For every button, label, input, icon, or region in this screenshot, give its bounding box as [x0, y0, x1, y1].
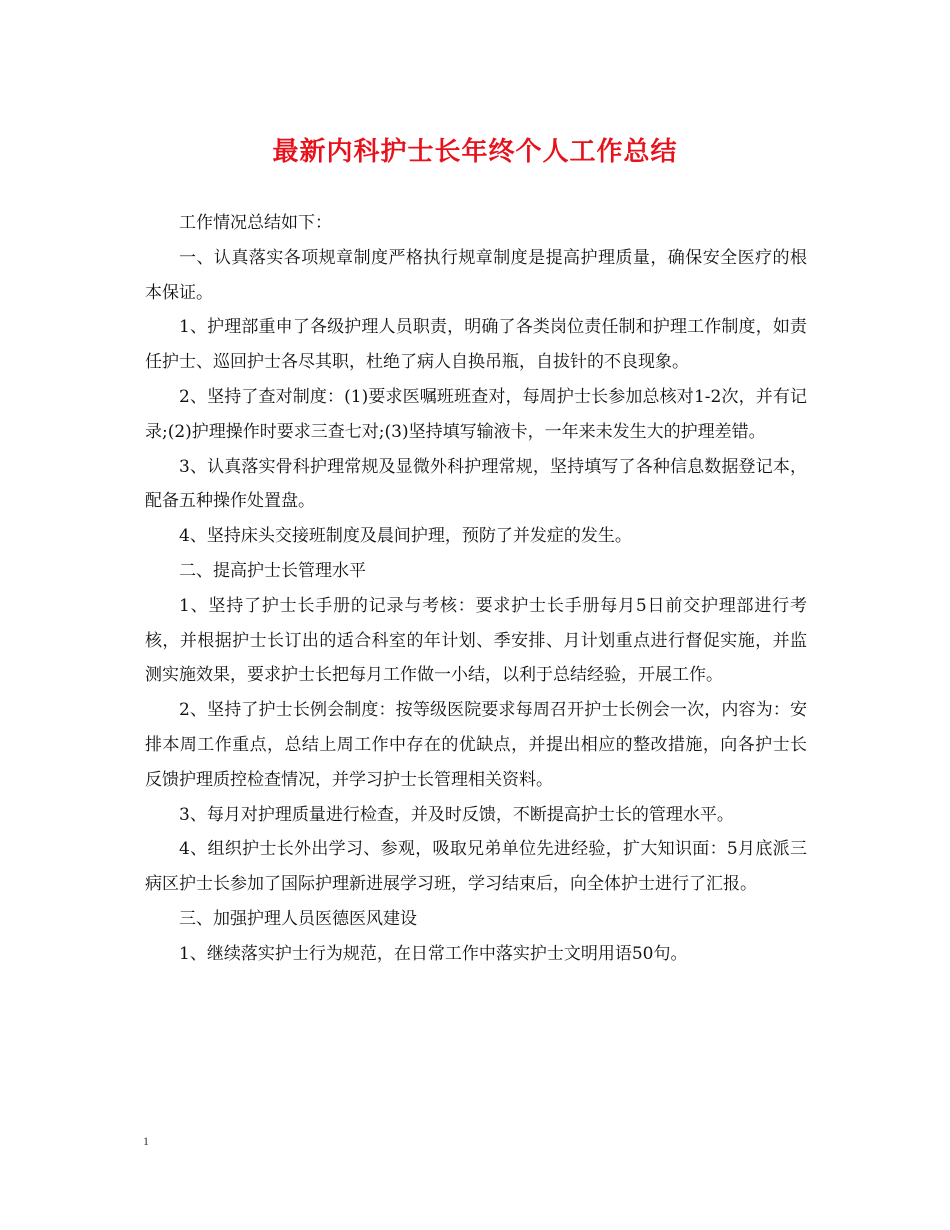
section-heading: 二、提高护士长管理水平 [179, 560, 366, 581]
paragraph: 2、坚持了护士长例会制度：按等级医院要求每周召开护士长例会一次，内容为：安排本周工作重点，总结上周工作中存在的优缺点，并提出相应的整改措施，向各护士长反馈护理质控检查情况，并学习护士长管理相关资料。 [145, 700, 807, 790]
paragraph: 4、组织护士长外出学习、参观，吸取兄弟单位先进经验，扩大知识面：5月底派三病区护士长参加了国际护理新进展学习班，学习结束后，向全体护士进行了汇报。 [145, 839, 807, 895]
section-heading: 三、加强护理人员医德医风建设 [179, 908, 417, 929]
page-title: 最新内科护士长年终个人工作总结 [272, 137, 678, 167]
paragraph: 2、坚持了查对制度：(1)要求医嘱班班查对，每周护士长参加总核对1-2次，并有记录;(2)护理操作时要求三查七对;(3)坚持填写输液卡，一年来未发生大的护理差错。 [145, 386, 807, 442]
paragraph: 一、认真落实各项规章制度严格执行规章制度是提高护理质量，确保安全医疗的根本保证。 [145, 247, 807, 303]
paragraph: 3、认真落实骨科护理常规及显微外科护理常规，坚持填写了各种信息数据登记本，配备五种操作处置盘。 [145, 456, 807, 512]
paragraph: 工作情况总结如下： [179, 213, 332, 233]
document-body [145, 206, 807, 972]
paragraph: 3、每月对护理质量进行检查，并及时反馈，不断提高护士长的管理水平。 [179, 804, 734, 825]
page-number: 1 [143, 1134, 149, 1148]
paragraph: 1、护理部重申了各级护理人员职责，明确了各类岗位责任制和护理工作制度，如责任护士、巡回护士各尽其职，杜绝了病人自换吊瓶，自拔针的不良现象。 [145, 317, 807, 373]
paragraph: 1、坚持了护士长手册的记录与考核：要求护士长手册每月5日前交护理部进行考核，并根据护士长订出的适合科室的年计划、季安排、月计划重点进行督促实施，并监测实施效果，要求护士长把每月工作做一小结，以利于总结经验，开展工作。 [145, 595, 807, 686]
paragraph: 4、坚持床头交接班制度及晨间护理，预防了并发症的发生。 [179, 526, 632, 547]
paragraph: 1、继续落实护士行为规范，在日常工作中落实护士文明用语50句。 [179, 943, 688, 964]
